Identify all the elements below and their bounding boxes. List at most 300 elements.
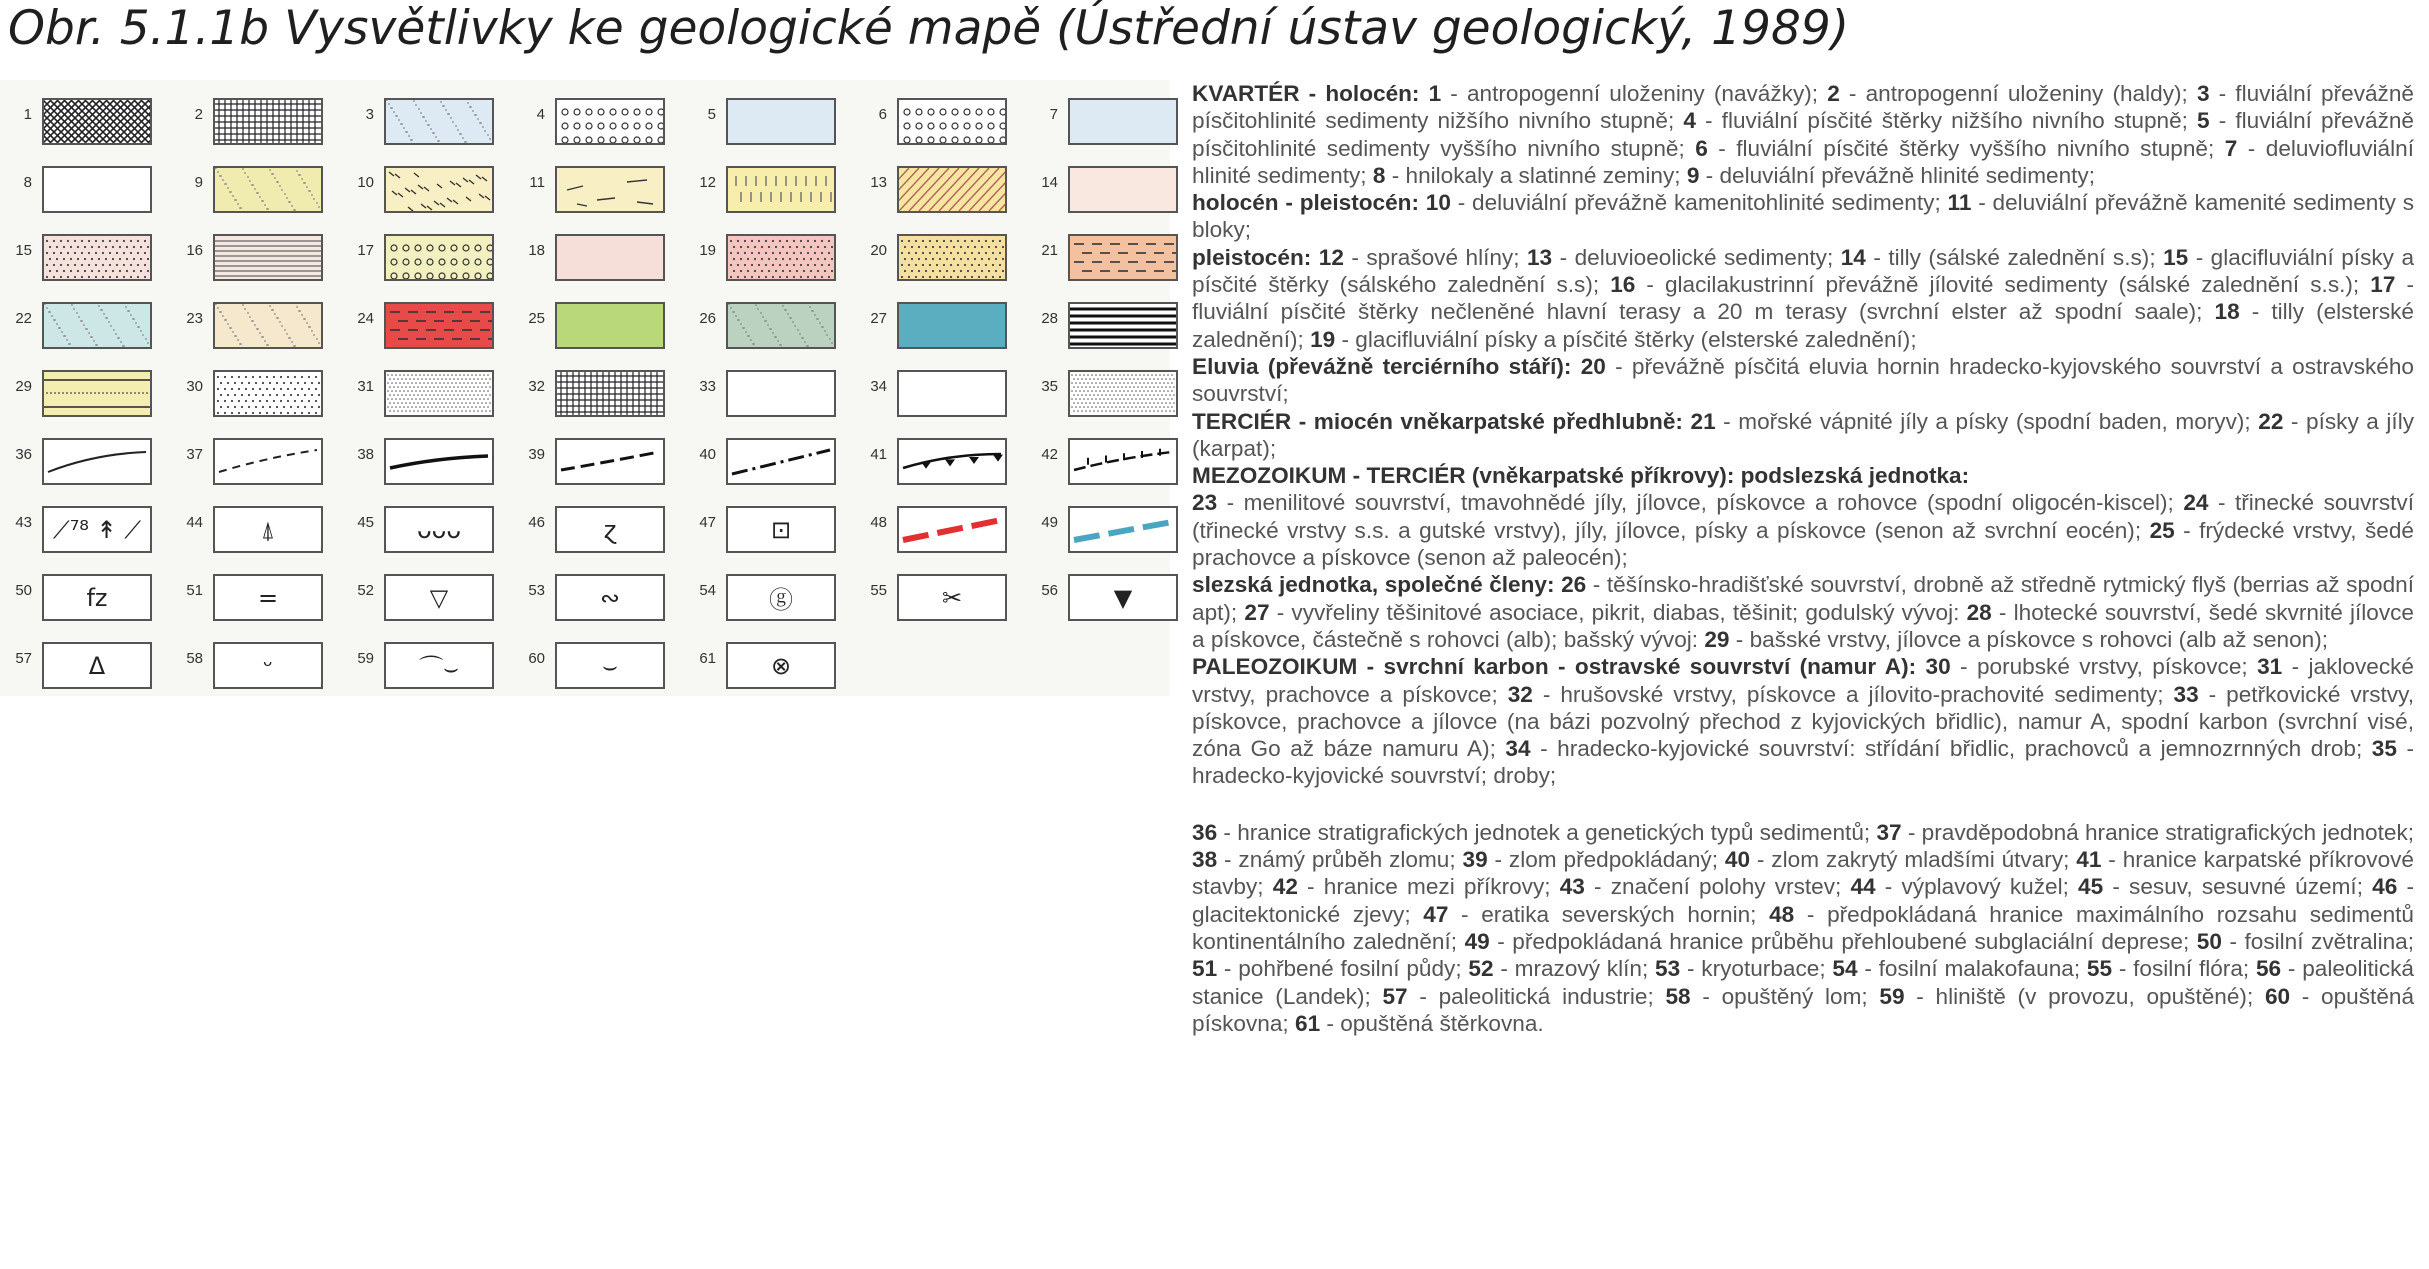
legend-description: - jaklovecké vrstvy, prachovce a pískovce;: [1192, 654, 2414, 707]
legend-item-number: 21: [1690, 408, 1716, 434]
legend-item-number: 50: [2196, 928, 2222, 954]
legend-symbol-58: [171, 642, 327, 692]
legend-item-number: 61: [1295, 1010, 1321, 1036]
legend-item-number: 25: [2149, 517, 2175, 543]
legend-symbol-42: [1026, 438, 1182, 488]
symbol-number: 34: [870, 378, 887, 395]
symbol-swatch: [213, 506, 323, 553]
legend-paragraph: [1192, 571, 2414, 653]
legend-symbol-6: [855, 98, 1011, 148]
legend-symbol-59: [342, 642, 498, 692]
legend-item-number: 37: [1876, 819, 1902, 845]
symbol-swatch: [897, 438, 1007, 485]
legend-symbol-2: [171, 98, 327, 148]
legend-symbol-33: [684, 370, 840, 420]
legend-description: - fluviální písčité štěrky nižšího nivního stupně;: [1695, 108, 2198, 134]
legend-item-number: 32: [1507, 681, 1533, 707]
legend-symbol-8: [0, 166, 156, 216]
symbol-swatch: [726, 166, 836, 213]
symbol-number: 8: [23, 174, 32, 191]
symbol-number: 15: [15, 242, 32, 259]
symbol-swatch: [1068, 370, 1178, 417]
legend-item-number: 42: [1272, 874, 1298, 900]
symbol-swatch: [555, 302, 665, 349]
legend-item-number: 27: [1244, 599, 1270, 625]
legend-item-number: 26: [1561, 572, 1587, 598]
legend-item-number: 48: [1769, 901, 1795, 927]
symbol-number: 29: [15, 378, 32, 395]
legend-item-number: 47: [1423, 901, 1449, 927]
symbol-swatch: [1068, 574, 1178, 621]
symbol-number: 50: [15, 582, 32, 599]
symbol-swatch: [213, 370, 323, 417]
legend-symbol-22: [0, 302, 156, 352]
legend-symbol-53: [513, 574, 669, 624]
symbol-number: 40: [699, 446, 716, 463]
legend-description: - mrazový klín;: [1493, 956, 1656, 982]
map-symbol-glyph: ɀ: [603, 515, 617, 544]
legend-item-number: 30: [1925, 654, 1951, 680]
symbol-number: 57: [15, 650, 32, 667]
legend-symbol-9: [171, 166, 327, 216]
symbol-swatch: [42, 302, 152, 349]
legend-symbol-46: [513, 506, 669, 556]
legend-item-number: 19: [1310, 326, 1336, 352]
symbol-swatch: [42, 506, 152, 553]
symbol-number: 22: [15, 310, 32, 327]
symbol-swatch: [555, 506, 665, 553]
symbol-number: 17: [357, 242, 374, 259]
symbol-swatch: [555, 438, 665, 485]
map-symbol-glyph: ⍋: [260, 515, 276, 544]
legend-description: - zlom zakrytý mladšími útvary;: [1750, 847, 2077, 873]
legend-item-number: 52: [1468, 956, 1494, 982]
symbol-number: 23: [186, 310, 203, 327]
legend-symbol-38: [342, 438, 498, 488]
legend-item-number: 43: [1559, 874, 1585, 900]
legend-description: - předpokládaná hranice průběhu přehloubené subglaciální deprese;: [1489, 928, 2197, 954]
legend-item-number: 59: [1879, 983, 1905, 1009]
legend-description: - antropogenní uloženiny (haldy);: [1839, 81, 2197, 106]
symbol-number: 59: [357, 650, 374, 667]
legend-item-number: 6: [1695, 135, 1708, 161]
legend-symbol-24: [342, 302, 498, 352]
legend-paragraph: [1192, 244, 2414, 353]
legend-description: - fluviální písčité štěrky nečleněné hlavní terasy a 20 m terasy (svrchní elster až spodní saale);: [1192, 272, 2414, 325]
legend-item-number: 20: [1580, 353, 1606, 379]
symbol-swatch: [42, 438, 152, 485]
legend-symbol-50: [0, 574, 156, 624]
legend-symbol-54: [684, 574, 840, 624]
legend-description: - petřkovické vrstvy, pískovce, prachovce a jílovce (na bázi pozvolný přechod z kyjovických břidlic), namur A, spodní karbon (svrchní visé, zóna Go až báze namuru A);: [1192, 681, 2414, 762]
symbol-number: 49: [1041, 514, 1058, 531]
legend-symbol-43: [0, 506, 156, 556]
legend-description: - třinecké souvrství (třinecké vrstvy s.s. a gutské vrstvy), jíly, jílovce, písky a pískovce (senon až svrchní eocén);: [1192, 490, 2414, 543]
legend-symbol-grid: [0, 80, 1170, 696]
legend-description: - antropogenní uloženiny (navážky);: [1441, 81, 1828, 106]
symbol-swatch: [555, 166, 665, 213]
symbol-number: 6: [878, 106, 887, 123]
symbol-number: 20: [870, 242, 887, 259]
legend-symbol-20: [855, 234, 1011, 284]
legend-description: - tilly (elsterské zalednění);: [1192, 299, 2415, 352]
legend-description: - frýdecké vrstvy, šedé prachovce a pískovce (senon až paleocén);: [1192, 517, 2414, 571]
legend-description: - eratika severských hornin;: [1448, 901, 1770, 927]
legend-item-number: 23: [1192, 490, 1218, 516]
legend-item-number: 46: [2372, 874, 2398, 900]
legend-description: - glacitektonické zjevy;: [1192, 874, 2414, 927]
legend-item-number: 22: [2258, 408, 2284, 434]
symbol-number: 41: [870, 446, 887, 463]
legend-symbol-57: [0, 642, 156, 692]
legend-symbol-44: [171, 506, 327, 556]
legend-item-number: 57: [1382, 983, 1408, 1009]
symbol-swatch: [1068, 166, 1178, 213]
legend-item-number: 9: [1686, 162, 1700, 188]
legend-symbol-17: [342, 234, 498, 284]
legend-description: - fosilní zvětralina;: [2221, 928, 2414, 954]
symbol-number: 37: [186, 446, 203, 463]
legend-description: - výplavový kužel;: [1875, 874, 2079, 900]
symbol-number: 18: [528, 242, 545, 259]
legend-description: - hranice mezi příkrovy;: [1297, 874, 1560, 900]
legend-description: - hnilokaly a slatinné zeminy;: [1385, 162, 1687, 188]
legend-item-number: 38: [1192, 847, 1218, 873]
symbol-number: 4: [536, 106, 545, 123]
legend-description: - fosilní flóra;: [2112, 956, 2256, 982]
map-symbol-glyph: ⌒⌣: [419, 654, 459, 682]
legend-description: - deluviální převážně hlinité sedimenty;: [1699, 162, 2095, 188]
symbol-swatch: [213, 234, 323, 281]
legend-item-number: 16: [1610, 272, 1636, 298]
legend-item-number: 41: [2076, 847, 2102, 873]
symbol-number: 24: [357, 310, 374, 327]
legend-description: - převážně písčitá eluvia hornin hradecko-kyjovského souvrství a ostravského souvrství;: [1192, 353, 2414, 407]
legend-symbol-13: [855, 166, 1011, 216]
legend-paragraph: [1192, 653, 2414, 789]
legend-description: - bašské vrstvy, jílovce a pískovce s rohovci (alb až senon);: [1729, 626, 2329, 652]
symbol-swatch: [213, 642, 323, 689]
symbol-number: 25: [528, 310, 545, 327]
symbol-swatch: [384, 574, 494, 621]
legend-description: - sesuv, sesuvné území;: [2103, 874, 2373, 900]
symbol-number: 43: [15, 514, 32, 531]
legend-item-number: 10: [1425, 190, 1451, 216]
symbol-number: 32: [528, 378, 545, 395]
legend-item-number: 2: [1827, 81, 1840, 106]
legend-description: - mořské vápnité jíly a písky (spodní baden, moryv);: [1715, 408, 2259, 434]
symbol-swatch: [726, 438, 836, 485]
legend-description: - vyvřeliny těšinitové asociace, pikrit, diabas, těšinit; godulský vývoj:: [1269, 599, 1967, 625]
legend-description: - hrušovské vrstvy, pískovce a jílovito-prachovité sedimenty;: [1532, 681, 2174, 707]
legend-description: - hradecko-kyjovické souvrství; droby;: [1192, 736, 2414, 789]
map-symbol-glyph: ✂: [941, 583, 963, 612]
legend-symbol-36: [0, 438, 156, 488]
legend-description: - opuštěný lom;: [1690, 983, 1880, 1009]
legend-item-number: 44: [1850, 874, 1876, 900]
symbol-swatch: [1068, 98, 1178, 145]
symbol-swatch: [897, 166, 1007, 213]
legend-description: - hranice stratigrafických jednotek a genetických typů sedimentů;: [1217, 819, 1877, 845]
map-symbol-glyph: ⟋⁷⁸ ↟ ⟋: [52, 515, 142, 544]
legend-item-number: 45: [2078, 874, 2104, 900]
legend-symbol-18: [513, 234, 669, 284]
symbol-swatch: [213, 438, 323, 485]
symbol-number: 55: [870, 582, 887, 599]
symbol-number: 56: [1041, 582, 1058, 599]
symbol-swatch: [555, 234, 665, 281]
symbol-number: 44: [186, 514, 203, 531]
symbol-swatch: [726, 506, 836, 553]
legend-symbol-4: [513, 98, 669, 148]
legend-item-number: 15: [2163, 244, 2189, 270]
symbol-number: 38: [357, 446, 374, 463]
legend-heading: MEZOZOIKUM - TERCIÉR (vněkarpatské příkrovy): podslezská jednotka:: [1192, 463, 1970, 489]
symbol-swatch: [897, 506, 1007, 553]
legend-heading: Eluvia (převážně terciérního stáří):: [1192, 353, 1581, 379]
legend-description: - hranice karpatské příkrovové stavby;: [1192, 847, 2414, 900]
legend-symbol-48: [855, 506, 1011, 556]
legend-symbol-31: [342, 370, 498, 420]
legend-description: - těšínsko-hradišťské souvrství, drobně až středně rytmický flyš (berrias až spodní apt);: [1192, 572, 2414, 625]
legend-heading: holocén - pleistocén:: [1192, 190, 1426, 216]
symbol-swatch: [726, 574, 836, 621]
map-symbol-glyph: ⊡: [770, 515, 792, 544]
symbol-swatch: [726, 302, 836, 349]
symbol-swatch: [384, 370, 494, 417]
legend-symbol-30: [171, 370, 327, 420]
legend-heading: TERCIÉR - miocén vněkarpatské předhlubně:: [1192, 408, 1691, 434]
symbol-swatch: [213, 574, 323, 621]
symbol-swatch: [1068, 302, 1178, 349]
legend-heading: PALEOZOIKUM - svrchní karbon - ostravské souvrství (namur A):: [1192, 654, 1926, 680]
legend-description: - porubské vrstvy, pískovce;: [1950, 654, 2258, 680]
legend-symbol-40: [684, 438, 840, 488]
legend-symbol-32: [513, 370, 669, 420]
legend-item-number: 34: [1505, 736, 1531, 762]
legend-symbol-15: [0, 234, 156, 284]
legend-description: - deluviální převážně kamenitohlinité sedimenty;: [1450, 190, 1948, 216]
legend-description: - známý průběh zlomu;: [1217, 847, 1463, 873]
legend-heading: slezská jednotka, společné členy:: [1192, 572, 1562, 598]
legend-symbol-26: [684, 302, 840, 352]
symbol-number: 47: [699, 514, 716, 531]
symbol-number: 46: [528, 514, 545, 531]
symbol-swatch: [42, 166, 152, 213]
map-symbol-glyph: ⊗: [770, 651, 792, 680]
symbol-swatch: [555, 98, 665, 145]
legend-symbol-47: [684, 506, 840, 556]
legend-item-number: 55: [2086, 956, 2113, 982]
legend-item-number: 33: [2173, 681, 2199, 707]
symbol-swatch: [42, 642, 152, 689]
legend-paragraph: [1192, 819, 2414, 1037]
symbol-number: 36: [15, 446, 32, 463]
legend-symbol-25: [513, 302, 669, 352]
legend-description: - zlom předpokládaný;: [1487, 847, 1725, 873]
legend-symbol-27: [855, 302, 1011, 352]
symbol-number: 30: [186, 378, 203, 395]
symbol-number: 2: [194, 106, 203, 123]
symbol-swatch: [897, 370, 1007, 417]
legend-text: [1192, 80, 2414, 1037]
legend-item-number: 36: [1192, 819, 1218, 845]
legend-description: - písky a jíly (karpat);: [1192, 408, 2415, 461]
map-symbol-glyph: ᴗᴗᴗ: [416, 515, 462, 544]
legend-item-number: 40: [1724, 847, 1751, 873]
symbol-number: 51: [186, 582, 203, 599]
symbol-number: 10: [357, 174, 374, 191]
symbol-swatch: [897, 574, 1007, 621]
legend-description: - hradecko-kyjovické souvrství: střídání břidlic, prachovců a jemnozrnných drob;: [1530, 736, 2372, 762]
symbol-number: 53: [528, 582, 545, 599]
symbol-swatch: [726, 370, 836, 417]
symbol-swatch: [1068, 506, 1178, 553]
symbol-number: 26: [699, 310, 716, 327]
legend-symbol-1: [0, 98, 156, 148]
figure-caption: Obr. 5.1.1b Vysvětlivky ke geologické mapě (Ústřední ústav geologický, 1989): [8, 1, 1850, 56]
legend-description: - menilitové souvrství, tmavohnědé jíly, jílovce, pískovce a rohovce (spodní oligocén-kiscel);: [1217, 490, 2184, 516]
legend-item-number: 29: [1704, 626, 1730, 652]
legend-description: - předpokládaná hranice maximálního rozsahu sedimentů kontinentálního zalednění;: [1192, 901, 2414, 954]
symbol-number: 39: [528, 446, 545, 463]
symbol-swatch: [42, 98, 152, 145]
symbol-swatch: [384, 438, 494, 485]
legend-item-number: 14: [1840, 244, 1866, 270]
symbol-swatch: [897, 302, 1007, 349]
map-symbol-glyph: fz: [86, 583, 108, 612]
legend-item-number: 53: [1655, 956, 1681, 982]
legend-item-number: 5: [2197, 108, 2210, 134]
legend-description: - fosilní malakofauna;: [1857, 956, 2087, 982]
legend-symbol-51: [171, 574, 327, 624]
symbol-number: 9: [194, 174, 203, 191]
legend-symbol-5: [684, 98, 840, 148]
legend-symbol-12: [684, 166, 840, 216]
legend-description: - značení polohy vrstev;: [1584, 874, 1851, 900]
symbol-number: 35: [1041, 378, 1058, 395]
legend-item-number: 12: [1318, 244, 1344, 270]
legend-heading: KVARTÉR - holocén:: [1192, 81, 1429, 106]
legend-paragraph: [1192, 353, 2414, 408]
legend-item-number: 11: [1947, 190, 1972, 216]
legend-symbol-3: [342, 98, 498, 148]
map-symbol-glyph: ⌣: [602, 651, 618, 680]
legend-description: - deluvioeolické sedimenty;: [1552, 244, 1841, 270]
symbol-swatch: [726, 642, 836, 689]
symbol-swatch: [213, 166, 323, 213]
legend-symbol-61: [684, 642, 840, 692]
legend-symbol-55: [855, 574, 1011, 624]
legend-item-number: 18: [2214, 299, 2240, 325]
map-symbol-glyph: ᵕ: [263, 651, 273, 680]
legend-paragraph: [1192, 189, 2414, 244]
symbol-number: 33: [699, 378, 716, 395]
legend-symbol-49: [1026, 506, 1182, 556]
legend-description: - kryoturbace;: [1680, 956, 1833, 982]
legend-description: - glacilakustrinní převážně jílovité sedimenty (sálské zalednění s.s.);: [1635, 272, 2371, 298]
symbol-number: 5: [707, 106, 716, 123]
symbol-swatch: [1068, 438, 1178, 485]
legend-description: - deluviální převážně kamenité sedimenty s bloky;: [1192, 190, 2414, 243]
legend-item-number: 58: [1665, 983, 1691, 1009]
legend-symbol-34: [855, 370, 1011, 420]
legend-heading: pleistocén:: [1192, 244, 1319, 270]
symbol-swatch: [1068, 234, 1178, 281]
legend-item-number: 4: [1683, 108, 1696, 134]
legend-symbol-11: [513, 166, 669, 216]
legend-item-number: 35: [2371, 736, 2397, 762]
map-symbol-glyph: ⓖ: [769, 586, 793, 614]
symbol-number: 1: [23, 106, 32, 123]
symbol-number: 58: [186, 650, 203, 667]
symbol-number: 16: [186, 242, 203, 259]
legend-paragraph: [1192, 408, 2414, 463]
symbol-swatch: [384, 302, 494, 349]
symbol-number: 61: [699, 650, 716, 667]
legend-item-number: 60: [2264, 983, 2291, 1009]
symbol-swatch: [213, 302, 323, 349]
symbol-swatch: [384, 234, 494, 281]
legend-description: - paleolitická industrie;: [1407, 983, 1666, 1009]
symbol-swatch: [555, 642, 665, 689]
legend-description: - opuštěná štěrkovna.: [1320, 1010, 1544, 1036]
legend-description: - glacifluviální písky a písčité štěrky (sálského zalednění s.s);: [1192, 244, 2415, 298]
legend-symbol-19: [684, 234, 840, 284]
legend-symbol-45: [342, 506, 498, 556]
legend-symbol-10: [342, 166, 498, 216]
legend-symbol-37: [171, 438, 327, 488]
legend-item-number: 49: [1464, 928, 1490, 954]
symbol-swatch: [897, 234, 1007, 281]
legend-item-number: 28: [1966, 599, 1992, 625]
legend-gap: [1192, 790, 2414, 819]
legend-description: - pravděpodobná hranice stratigrafických jednotek;: [1901, 819, 2415, 845]
legend-paragraph: [1192, 462, 2414, 489]
symbol-number: 42: [1041, 446, 1058, 463]
legend-symbol-23: [171, 302, 327, 352]
map-symbol-glyph: ▼: [1113, 583, 1133, 612]
legend-item-number: 54: [1832, 956, 1858, 982]
symbol-number: 45: [357, 514, 374, 531]
symbol-number: 7: [1049, 106, 1058, 123]
symbol-swatch: [726, 98, 836, 145]
legend-item-number: 1: [1428, 81, 1442, 106]
symbol-swatch: [384, 506, 494, 553]
legend-item-number: 13: [1526, 244, 1553, 270]
map-symbol-glyph: Δ: [88, 651, 106, 680]
legend-description: - tilly (sálské zalednění s.s);: [1865, 244, 2164, 270]
map-symbol-glyph: ∾: [599, 583, 621, 612]
symbol-swatch: [384, 98, 494, 145]
legend-description: - paleolitická stanice (Landek);: [1192, 956, 2414, 1009]
symbol-swatch: [726, 234, 836, 281]
legend-item-number: 3: [2196, 81, 2210, 106]
legend-symbol-16: [171, 234, 327, 284]
symbol-swatch: [555, 370, 665, 417]
legend-description: - hliniště (v provozu, opuštěné);: [1904, 983, 2265, 1009]
legend-item-number: 51: [1192, 956, 1218, 982]
legend-item-number: 39: [1462, 847, 1488, 873]
legend-item-number: 24: [2183, 490, 2209, 516]
legend-paragraph: [1192, 80, 2414, 189]
legend-symbol-56: [1026, 574, 1182, 624]
map-symbol-glyph: =: [257, 583, 279, 612]
legend-symbol-29: [0, 370, 156, 420]
symbol-swatch: [213, 98, 323, 145]
symbol-swatch: [42, 234, 152, 281]
legend-symbol-39: [513, 438, 669, 488]
